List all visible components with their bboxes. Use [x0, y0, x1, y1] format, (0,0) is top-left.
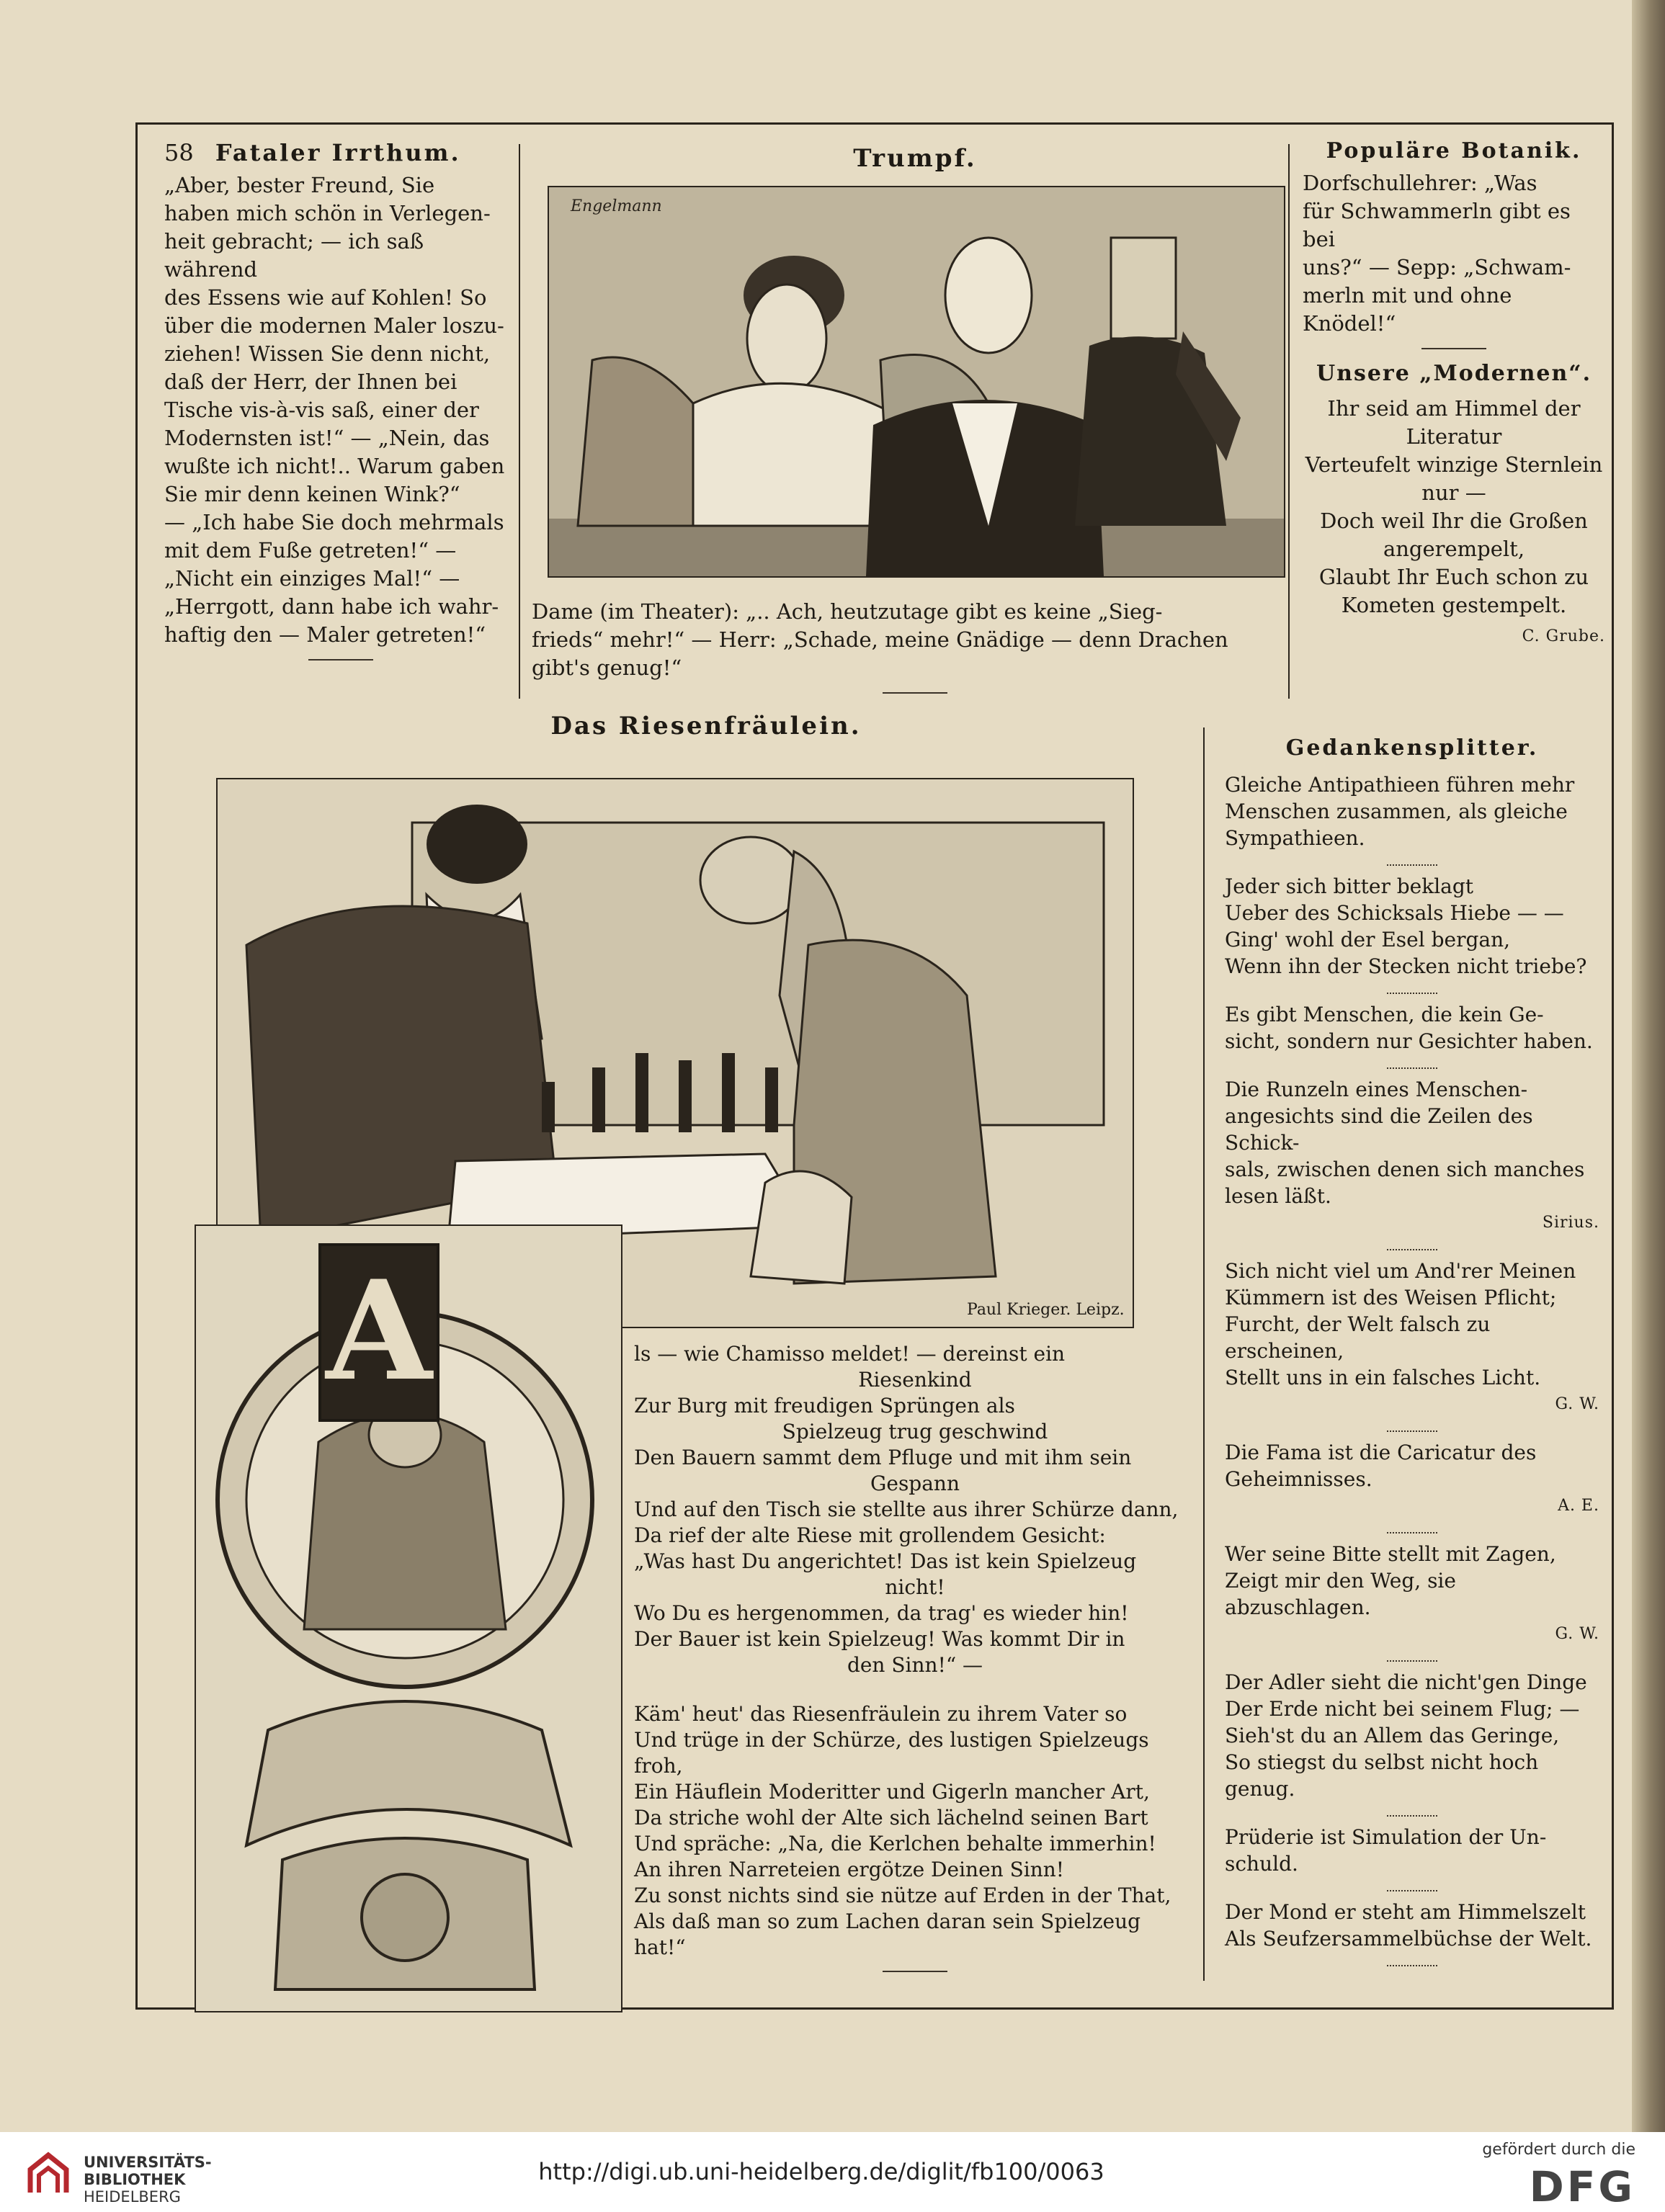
separator: [883, 692, 947, 694]
text-line: über die modernen Maler loszu-: [164, 313, 504, 338]
aphorism: [1225, 1001, 1599, 1069]
aphorism: [1225, 771, 1599, 866]
aphorism-line: Wer seine Bitte stellt mit Zagen,: [1225, 1542, 1556, 1566]
text-line: Tische vis-à-vis saß, einer der: [164, 398, 479, 422]
aphorism-line: Der Erde nicht bei seinem Flug; —: [1225, 1697, 1580, 1721]
text-line: Verteufelt winzige Sternlein: [1305, 452, 1603, 477]
text-line: Gespann: [870, 1472, 960, 1495]
col-right-top: [1303, 137, 1605, 650]
modernen-author: C. Grube.: [1522, 627, 1605, 645]
riesen-poem: [634, 1341, 1196, 1982]
separator: [1387, 1884, 1437, 1891]
initial-ornament-panel: [195, 1224, 622, 2012]
aphorism-line: Sympathieen.: [1225, 826, 1365, 850]
aphorism-line: Sieh'st du an Allem das Geringe,: [1225, 1724, 1560, 1747]
aphorism-author: G. W.: [1555, 1625, 1599, 1643]
text-line: für Schwammerln gibt es bei: [1303, 199, 1571, 251]
aphorism-line: Der Mond er steht am Himmelszelt: [1225, 1900, 1586, 1924]
separator: [1387, 1425, 1437, 1432]
separator: [883, 1971, 947, 1972]
aphorism-line: Es gibt Menschen, die kein Ge-: [1225, 1003, 1544, 1026]
text-line: Zu sonst nichts sind sie nütze auf Erden in der That,: [634, 1884, 1171, 1907]
aphorism: [1225, 1669, 1599, 1817]
library-logo-icon: [23, 2149, 73, 2200]
modernen-title: Unsere „Modernen“.: [1316, 361, 1592, 386]
aphorism-line: lesen läßt.: [1225, 1184, 1331, 1208]
aphorism-author: G. W.: [1555, 1395, 1599, 1413]
text-line: Spielzeug trug geschwind: [782, 1420, 1048, 1443]
text-line: haftig den — Maler getreten!“: [164, 622, 486, 647]
text-line: „Aber, bester Freund, Sie: [164, 173, 435, 197]
trumpf-illustration: [548, 186, 1285, 578]
aphorism-line: schuld.: [1225, 1852, 1298, 1876]
aphorism-line: Die Runzeln eines Menschen-: [1225, 1078, 1528, 1101]
funded-by-text: gefördert durch die: [1482, 2141, 1635, 2159]
separator: [1387, 987, 1437, 994]
aphorism-line: sicht, sondern nur Gesichter haben.: [1225, 1029, 1593, 1053]
aphorism-line: Als Seufzersammelbüchse der Welt.: [1225, 1927, 1592, 1951]
aphorism-line: Ueber des Schicksals Hiebe — —: [1225, 901, 1564, 925]
text-line: frieds“ mehr!“ — Herr: „Schade, meine Gnädige — denn Drachen: [532, 627, 1228, 652]
text-line: Den Bauern sammt dem Pfluge und mit ihm sein: [634, 1446, 1132, 1469]
drop-cap-box: [318, 1243, 439, 1422]
divider-left-col: [519, 144, 520, 699]
text-line: Und trüge in der Schürze, des lustigen Spielzeugs froh,: [634, 1728, 1149, 1778]
separator: [308, 659, 373, 661]
drop-cap-letter: A: [326, 1250, 432, 1411]
text-line: ls — wie Chamisso meldet! — dereinst ein: [634, 1342, 1066, 1366]
separator: [1387, 1654, 1437, 1662]
aphorism-line: Zeigt mir den Weg, sie abzuschlagen.: [1225, 1569, 1456, 1619]
text-line: den Sinn!“ —: [847, 1653, 983, 1677]
aphorism-line: sals, zwischen denen sich manches: [1225, 1158, 1585, 1181]
aphorism: [1225, 1899, 1599, 1966]
text-line: des Essens wie auf Kohlen! So: [164, 285, 487, 310]
permalink-url[interactable]: http://digi.ub.uni-heidelberg.de/diglit/fb100/0063: [538, 2158, 1104, 2185]
text-line: nicht!: [885, 1575, 945, 1599]
text-line: Und spräche: „Na, die Kerlchen behalte immerhin!: [634, 1832, 1156, 1855]
separator: [1421, 348, 1486, 349]
text-line: merln mit und ohne Knödel!“: [1303, 283, 1512, 336]
trumpf-caption-lines: [532, 598, 1298, 682]
text-line: Und auf den Tisch sie stellte aus ihrer Schürze dann,: [634, 1497, 1179, 1521]
text-line: angerempelt,: [1383, 537, 1525, 561]
aphorism: [1225, 1439, 1599, 1533]
aphorism-line: Jeder sich bitter beklagt: [1225, 874, 1474, 898]
aphorism-line: Die Fama ist die Caricatur des: [1225, 1441, 1537, 1464]
text-line: mit dem Fuße getreten!“ —: [164, 538, 457, 563]
aphorism-line: Gleiche Antipathieen führen mehr: [1225, 773, 1575, 797]
separator: [1387, 1062, 1437, 1069]
botanik-title: Populäre Botanik.: [1326, 138, 1582, 164]
text-line: Dame (im Theater): „.. Ach, heutzutage gibt es keine „Sieg-: [532, 599, 1163, 624]
text-line: — „Ich habe Sie doch mehrmals: [164, 510, 504, 534]
illustrator-signature: Engelmann: [571, 197, 662, 215]
text-line: daß der Herr, der Ihnen bei: [164, 370, 457, 394]
page-number: 58: [164, 139, 194, 166]
text-line: Doch weil Ihr die Großen: [1320, 509, 1588, 533]
trumpf-title: Trumpf.: [853, 144, 977, 173]
text-line: uns?“ — Sepp: „Schwam-: [1303, 255, 1571, 279]
text-line: Der Bauer ist kein Spielzeug! Was kommt Dir in: [634, 1627, 1125, 1651]
botanik-text: [1303, 169, 1605, 338]
aphorism-line: Sich nicht viel um And'rer Meinen: [1225, 1259, 1576, 1283]
fataler-text: [164, 171, 517, 649]
text-line: haben mich schön in Verlegen-: [164, 201, 491, 225]
aphorism-author: Sirius.: [1542, 1214, 1599, 1232]
frame-left-rule: [135, 122, 138, 2010]
trumpf-caption: [532, 598, 1298, 704]
text-line: heit gebracht; — ich saß während: [164, 229, 424, 282]
col-left-heading: [164, 137, 517, 169]
separator: [1387, 1809, 1437, 1817]
aphorism-line: Kümmern ist des Weisen Pflicht;: [1225, 1286, 1557, 1309]
text-line: Da rief der alte Riese mit grollendem Gesicht:: [634, 1523, 1106, 1547]
text-line: ziehen! Wissen Sie denn nicht,: [164, 341, 491, 366]
riesen-stanza-2: [634, 1701, 1196, 1961]
text-line: Sie mir denn keinen Wink?“: [164, 482, 460, 506]
divider-gedanken: [1203, 727, 1205, 1981]
text-line: Glaubt Ihr Euch schon zu: [1318, 565, 1589, 589]
dfg-logo: DFG: [1529, 2162, 1635, 2211]
library-line: UNIVERSITÄTS-: [84, 2154, 212, 2171]
aphorism-line: So stiegst du selbst nicht hoch genug.: [1225, 1750, 1539, 1801]
text-line: An ihren Narreteien ergötze Deinen Sinn!: [634, 1858, 1065, 1881]
gedanken-column: [1225, 735, 1599, 1974]
aphorism: [1225, 1824, 1599, 1891]
library-line: HEIDELBERG: [84, 2188, 181, 2206]
text-line: Riesenkind: [858, 1368, 972, 1392]
col-left: [164, 137, 517, 671]
separator: [1387, 1959, 1437, 1966]
aphorism-author: A. E.: [1558, 1497, 1599, 1515]
gedanken-title: Gedankensplitter.: [1285, 735, 1539, 761]
library-line: BIBLIOTHEK: [84, 2171, 186, 2188]
text-line: Wo Du es hergenommen, da trag' es wieder hin!: [634, 1601, 1129, 1625]
footer-bar: [0, 2132, 1665, 2212]
fataler-title: Fataler Irrthum.: [215, 139, 461, 166]
text-line: Käm' heut' das Riesenfräulein zu ihrem Vater so: [634, 1702, 1128, 1726]
text-line: Kometen gestempelt.: [1341, 593, 1567, 617]
text-line: Zur Burg mit freudigen Sprüngen als: [634, 1394, 1015, 1418]
riesen-stanza-1: [634, 1341, 1196, 1678]
text-line: Literatur: [1406, 424, 1502, 449]
riesen-artist-signature: Paul Krieger. Leipz.: [967, 1301, 1125, 1319]
aphorism-line: Der Adler sieht die nicht'gen Dinge: [1225, 1670, 1587, 1694]
separator: [1387, 1526, 1437, 1533]
aphorism-line: Prüderie ist Simulation der Un-: [1225, 1825, 1547, 1849]
separator: [1387, 859, 1437, 866]
library-name: [84, 2154, 212, 2206]
aphorism: [1225, 873, 1599, 994]
aphorism-line: Furcht, der Welt falsch zu erscheinen,: [1225, 1312, 1491, 1363]
text-line: gibt's genug!“: [532, 655, 682, 680]
book-spine: [1632, 0, 1665, 2132]
aphorism: [1225, 1076, 1599, 1250]
text-line: wußte ich nicht!.. Warum gaben: [164, 454, 505, 478]
text-line: Als daß man so zum Lachen daran sein Spielzeug hat!“: [634, 1909, 1141, 1959]
riesen-title: Das Riesenfräulein.: [550, 712, 862, 740]
separator: [1387, 1243, 1437, 1250]
aphorism-line: Ging' wohl der Esel bergan,: [1225, 928, 1511, 951]
theater-scene-drawing: [549, 187, 1284, 576]
text-line: Ihr seid am Himmel der: [1327, 396, 1581, 421]
aphorism-line: Geheimnisses.: [1225, 1467, 1372, 1491]
text-line: „Was hast Du angerichtet! Das ist kein Spielzeug: [634, 1549, 1137, 1573]
aphorism-line: angesichts sind die Zeilen des Schick-: [1225, 1104, 1533, 1155]
text-line: Modernsten ist!“ — „Nein, das: [164, 426, 490, 450]
frame-right-rule: [1612, 122, 1614, 2010]
gedanken-list: [1225, 771, 1599, 1966]
aphorism-line: Wenn ihn der Stecken nicht triebe?: [1225, 954, 1587, 978]
aphorism-line: Menschen zusammen, als gleiche: [1225, 800, 1568, 823]
text-line: Ein Häuflein Moderitter und Gigerln mancher Art,: [634, 1780, 1150, 1804]
aphorism-line: Stellt uns in ein falsches Licht.: [1225, 1366, 1541, 1389]
frame-top-rule: [135, 122, 1614, 125]
aphorism: [1225, 1541, 1599, 1662]
text-line: nur —: [1421, 480, 1486, 505]
text-line: „Herrgott, dann habe ich wahr-: [164, 594, 499, 619]
text-line: Dorfschullehrer: „Was: [1303, 171, 1537, 195]
modernen-poem: [1303, 395, 1605, 619]
text-line: Da striche wohl der Alte sich lächelnd seinen Bart: [634, 1806, 1148, 1830]
aphorism: [1225, 1258, 1599, 1432]
text-line: „Nicht ein einziges Mal!“ —: [164, 566, 460, 591]
